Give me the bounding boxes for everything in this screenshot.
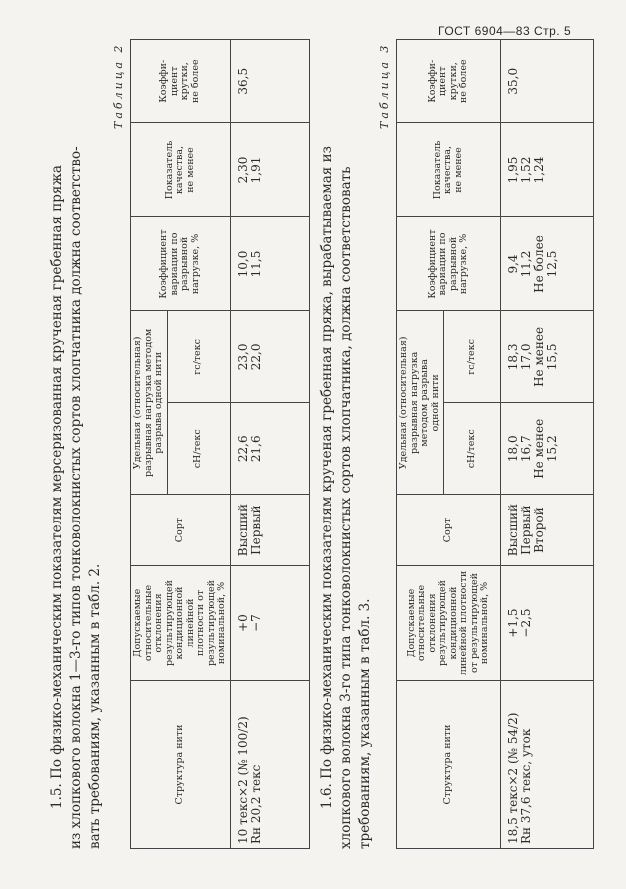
table-row: [230, 40, 309, 849]
t3-header-grade: Сорт: [397, 495, 501, 566]
paragraph-line: 1.6. По физико-механическим показателям крученая гребенная пряжа, вырабатываемая из: [319, 146, 335, 809]
t3-header-variation: Коэффициент вариации по разрывной нагрузке, %: [397, 217, 501, 311]
t2-header-structure: Структура нити: [131, 681, 231, 849]
t3-header-strength: Удельная (относительная) разрывная нагрузка методом разрыва одной нити: [397, 311, 444, 495]
t2-cell-grade: Высший Первый: [230, 495, 309, 566]
t3-header-strength-g: гс/текс: [444, 311, 501, 403]
t3-cell-strength-c: 18,0 16,7 Не менее 15,2: [501, 403, 594, 495]
table-3-caption: Таблица 3: [378, 42, 391, 129]
t2-header-twist: Коэффи- циент крутки, не более: [131, 40, 231, 124]
table-2-caption: Таблица 2: [112, 42, 125, 129]
t3-header-twist: Коэффи- циент крутки, не более: [397, 40, 501, 124]
table-3: [396, 39, 594, 849]
t3-header-deviation: Допускаемые относительные отклонения результирующей кондиционной линейной плотности от результирующей номинальной, %: [397, 565, 501, 680]
t2-header-strength-g: гс/текс: [167, 311, 230, 403]
t3-cell-twist: 35,0: [501, 40, 594, 124]
t3-cell-quality: 1,95 1,52 1,24: [501, 123, 594, 217]
t2-cell-strength-c: 22,6 21,6: [230, 403, 309, 495]
paragraph-line: хлопкового волокна 3-го типа тонковолокнистых сортов хлопчатника, должна соответствовать: [338, 166, 354, 849]
t2-cell-quality: 2,30 1,91: [230, 123, 309, 217]
t2-header-strength-c: сН/текс: [167, 403, 230, 495]
paragraph-1-5: [48, 29, 105, 849]
t3-cell-structure: 18,5 текс×2 (№ 54/2) Rн 37,6 текс, уток: [501, 681, 594, 849]
t2-header-deviation: Допускаемые относительные отклонения результирующей кондиционной линейной плотности от результирующей номинальной, %: [131, 565, 231, 680]
t3-header-quality: Показатель качества, не менее: [397, 123, 501, 217]
t3-header-structure: Структура нити: [397, 681, 501, 849]
t3-cell-grade: Высший Первый Второй: [501, 495, 594, 566]
page-header: ГОСТ 6904—83 Стр. 5: [438, 24, 572, 38]
paragraph-line: из хлопкового волокна 1—3-го типов тонковолокнистых сортов хлопчатника должна соответство-: [68, 146, 84, 849]
t2-cell-strength-g: 23,0 22,0: [230, 311, 309, 403]
table-row: [501, 40, 594, 849]
t2-header-grade: Сорт: [131, 495, 231, 566]
t3-cell-variation: 9,4 11,2 Не более 12,5: [501, 217, 594, 311]
paragraph-1-6: [318, 29, 375, 849]
table-2: [130, 39, 310, 849]
t3-cell-deviation: +1,5 −2,5: [501, 565, 594, 680]
t2-cell-deviation: +0 −7: [230, 565, 309, 680]
t2-cell-structure: 10 текс×2 (№ 100/2) Rн 20,2 текс: [230, 681, 309, 849]
t3-cell-strength-g: 18,3 17,0 Не менее 15,5: [501, 311, 594, 403]
paragraph-line: требованиям, указанным в табл. 3.: [357, 598, 373, 849]
t2-header-strength: Удельная (относительная) разрывная нагрузка методом разрыва одной нити: [131, 311, 168, 495]
t2-cell-variation: 10,0 11,5: [230, 217, 309, 311]
t2-header-variation: Коэффициент вариации по разрывной нагрузке, %: [131, 217, 231, 311]
t2-cell-twist: 36,5: [230, 40, 309, 124]
paragraph-line: 1.5. По физико-механическим показателям мерсеризованная крученая гребенная пряжа: [49, 165, 65, 809]
t3-header-strength-c: сН/текс: [444, 403, 501, 495]
paragraph-line: вать требованиям, указанным в табл. 2.: [87, 563, 103, 849]
t2-header-quality: Показатель качества, не менее: [131, 123, 231, 217]
